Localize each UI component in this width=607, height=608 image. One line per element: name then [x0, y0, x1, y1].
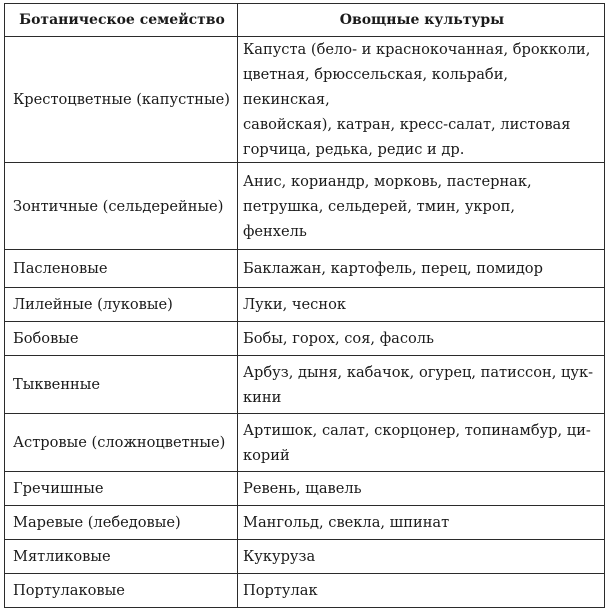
crops-line: фенхель [243, 222, 307, 240]
family-cell: Астровые (сложноцветные) [5, 414, 238, 472]
crops-line: Артишок, салат, скорцонер, топинамбур, ци- [243, 421, 591, 439]
table-row [5, 322, 605, 356]
crops-cell [238, 163, 605, 250]
table-row [5, 356, 605, 414]
table-row [5, 574, 605, 608]
crops-cell [238, 356, 605, 414]
family-cell: Мятликовые [5, 540, 238, 574]
table-row [5, 472, 605, 506]
crops-line: кини [243, 388, 282, 406]
family-cell: Портулаковые [5, 574, 238, 608]
crops-line: Баклажан, картофель, перец, помидор [243, 260, 543, 277]
crops-line: Луки, чеснок [243, 296, 346, 313]
table-row [5, 506, 605, 540]
table-header-row [5, 4, 605, 37]
family-cell: Пасленовые [5, 250, 238, 288]
crops-line: горчица, редька, редис и др. [243, 141, 465, 158]
family-cell: Лилейные (луковые) [5, 288, 238, 322]
crops-cell [238, 250, 605, 288]
header-family: Ботаническое семейство [5, 4, 238, 37]
crops-line: Капуста (бело- и краснокочанная, брокколи, [243, 41, 591, 58]
table-row [5, 37, 605, 163]
family-cell: Крестоцветные (капустные) [5, 37, 238, 163]
crops-cell [238, 288, 605, 322]
crops-cell [238, 574, 605, 608]
table-row [5, 288, 605, 322]
crops-line: цветная, брюссельская, кольраби, пекинская, [243, 66, 509, 108]
crops-line: Кукуруза [243, 548, 316, 565]
crops-cell [238, 540, 605, 574]
crops-cell [238, 472, 605, 506]
crops-line: савойская), катран, кресс-салат, листовая [243, 116, 571, 133]
table-row [5, 540, 605, 574]
crops-line: Ревень, щавель [243, 480, 362, 497]
header-crops: Овощные культуры [238, 4, 605, 37]
crops-line: Бобы, горох, соя, фасоль [243, 330, 435, 347]
table-row [5, 250, 605, 288]
crops-cell [238, 37, 605, 163]
table-row [5, 414, 605, 472]
crops-line: корий [243, 446, 290, 464]
family-cell: Тыквенные [5, 356, 238, 414]
crops-cell [238, 414, 605, 472]
family-cell: Зонтичные (сельдерейные) [5, 163, 238, 250]
vegetable-families-table [4, 3, 605, 608]
family-cell: Бобовые [5, 322, 238, 356]
crops-line: Анис, кориандр, морковь, пастернак, [243, 172, 532, 190]
crops-line: Портулак [243, 582, 318, 599]
family-cell: Маревые (лебедовые) [5, 506, 238, 540]
table-row [5, 163, 605, 250]
crops-line: Мангольд, свекла, шпинат [243, 514, 450, 531]
crops-line: Арбуз, дыня, кабачок, огурец, патиссон, цук- [243, 363, 594, 381]
family-cell: Гречишные [5, 472, 238, 506]
crops-cell [238, 322, 605, 356]
crops-line: петрушка, сельдерей, тмин, укроп, [243, 197, 516, 215]
crops-cell [238, 506, 605, 540]
